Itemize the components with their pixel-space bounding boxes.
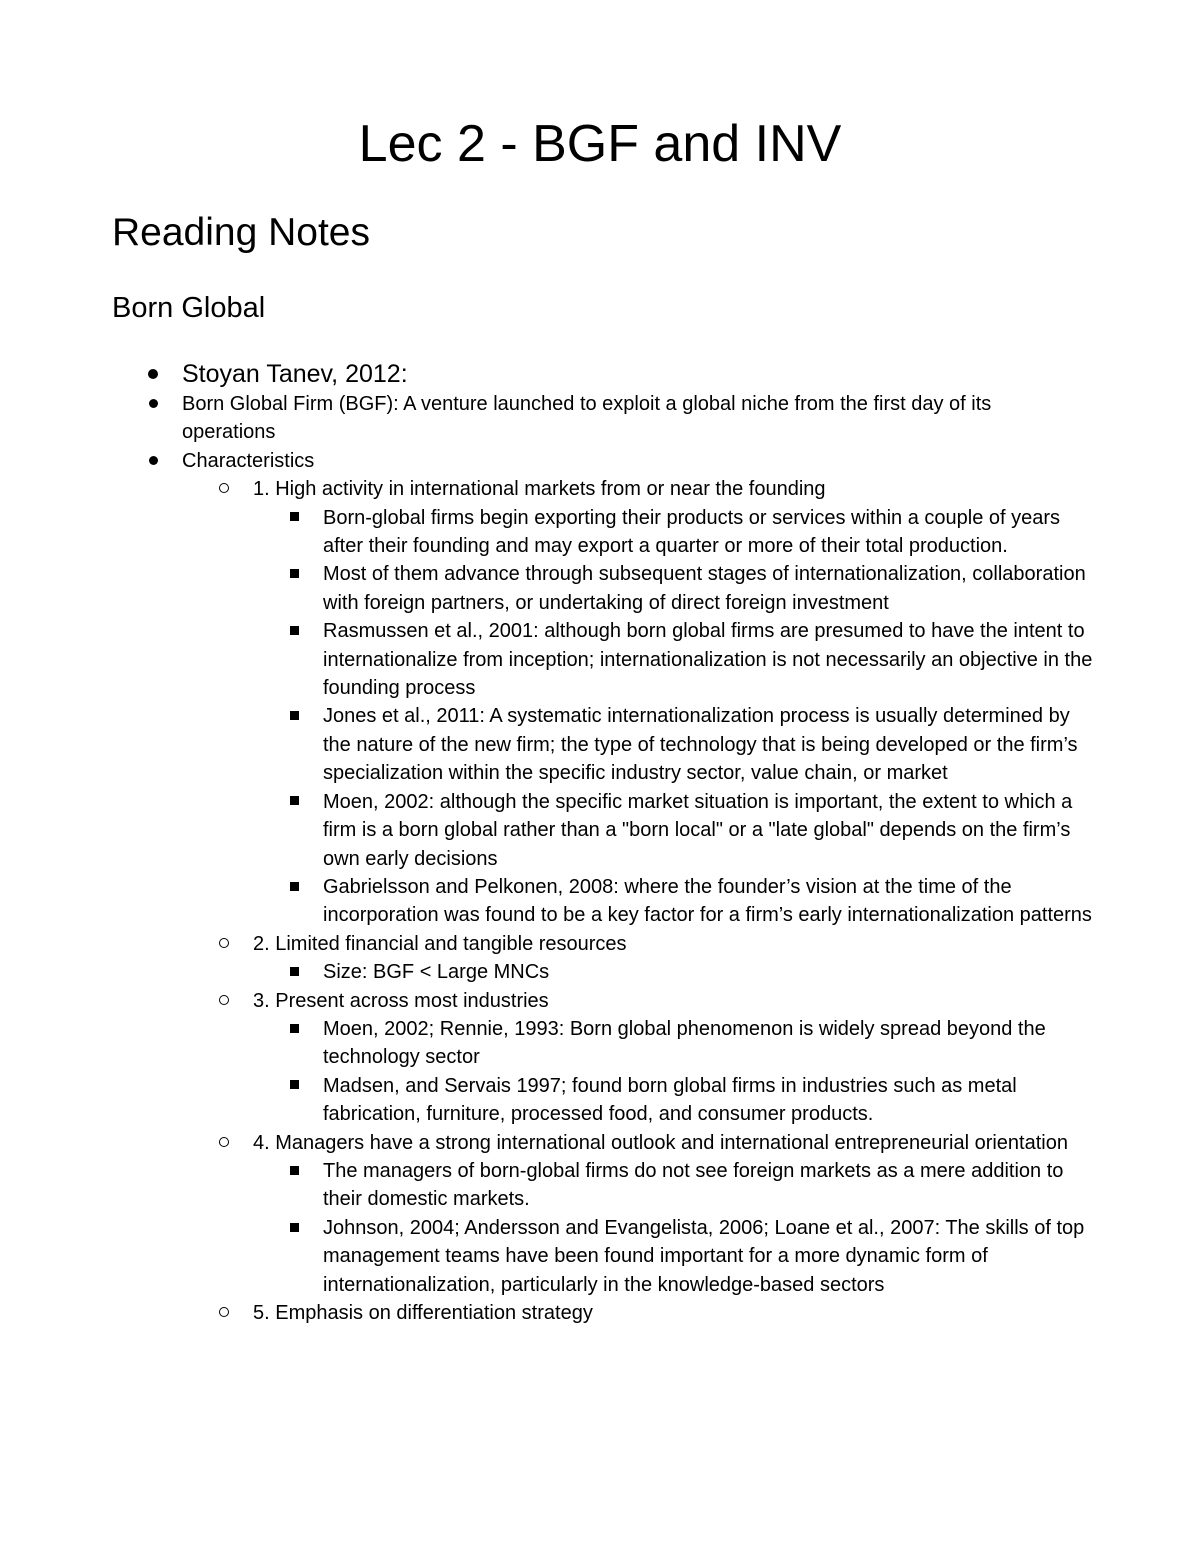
list-item: [0, 447, 1082, 475]
bullet-circle-icon: [214, 987, 234, 1015]
bullet-circle-icon: [214, 1129, 234, 1157]
list-item-text: 2. Limited financial and tangible resources: [253, 932, 627, 955]
list-item-text: Jones et al., 2011: A systematic internationalization process is usually determined by the nature of the new firm; the type of technology that is being developed or the firm’s specialization within the specific industry sector, value chain, or market: [323, 705, 1078, 785]
list-item-text: 3. Present across most industries: [253, 989, 549, 1012]
bullet-disc-icon: [143, 390, 163, 418]
bullet-square-icon: [284, 1015, 304, 1043]
list-item-text: Madsen, and Servais 1997; found born global firms in industries such as metal fabrication, furniture, processed food, and consumer products.: [323, 1074, 1017, 1126]
list-item: [0, 475, 1083, 503]
list-item-text: Size: BGF < Large MNCs: [323, 961, 550, 984]
list-item: [0, 1072, 1093, 1129]
list-item-text: The managers of born-global firms do not see foreign markets as a mere addition to their domestic markets.: [323, 1159, 1064, 1211]
list-item-text: Born-global firms begin exporting their products or services within a couple of years after their founding and may export a quarter or more of their total production.: [323, 506, 1061, 558]
list-item-text: 5. Emphasis on differentiation strategy: [253, 1302, 593, 1324]
list-item: [0, 560, 1093, 617]
bullet-disc-icon: [143, 358, 163, 390]
list-item-text: Rasmussen et al., 2001: although born global firms are presumed to have the intent to internationalize from inception; internationalization is not necessarily an objective in the founding process: [323, 620, 1093, 700]
bullet-circle-icon: [214, 930, 234, 958]
bullet-square-icon: [284, 873, 304, 901]
bullet-square-icon: [284, 560, 304, 588]
list-item-text: Stoyan Tanev, 2012:: [182, 360, 408, 388]
list-item: [0, 1015, 1093, 1072]
list-item: [0, 873, 1093, 930]
list-item: [0, 1214, 1093, 1299]
list-item: [0, 930, 1083, 958]
list-item-text: Johnson, 2004; Andersson and Evangelista, 2006; Loane et al., 2007: The skills of top management teams have been found important for a more dynamic form of internationalization, particularly in the knowledge-based sectors: [323, 1216, 1085, 1296]
list-item-text: 1. High activity in international markets from or near the founding: [253, 478, 826, 501]
bullet-square-icon: [284, 788, 304, 816]
list-item: [0, 1129, 1083, 1157]
bullet-disc-icon: [143, 447, 163, 475]
bullet-square-icon: [284, 617, 304, 645]
list-item: [0, 390, 1082, 447]
bullet-square-icon: [284, 1157, 304, 1185]
bullet-square-icon: [284, 504, 304, 532]
list-item-text: Born Global Firm (BGF): A venture launched to exploit a global niche from the first day of its operations: [182, 393, 992, 444]
document-title: Lec 2 - BGF and INV: [358, 115, 842, 173]
bullet-square-icon: [284, 702, 304, 730]
bullet-square-icon: [284, 1214, 304, 1242]
bullet-circle-icon: [214, 1299, 234, 1327]
list-item-text: Moen, 2002; Rennie, 1993: Born global phenomenon is widely spread beyond the technology sector: [323, 1017, 1046, 1069]
bullet-square-icon: [284, 1072, 304, 1100]
list-item-text: Characteristics: [182, 449, 315, 472]
list-item: [0, 358, 1082, 390]
bullet-square-icon: [284, 958, 304, 986]
list-item-text: Gabrielsson and Pelkonen, 2008: where the founder’s vision at the time of the incorporation was found to be a key factor for a firm’s early internationalization patterns: [323, 875, 1092, 927]
list-item: [0, 504, 1093, 561]
heading-reading-notes: Reading Notes: [112, 211, 370, 254]
list-item: [0, 702, 1093, 787]
notes-list: [0, 358, 1200, 1327]
bullet-circle-icon: [214, 475, 234, 503]
heading-born-global: Born Global: [112, 292, 266, 324]
list-item: [0, 788, 1093, 873]
list-item: [0, 1157, 1093, 1214]
list-item: [0, 1299, 1083, 1327]
list-item: [0, 987, 1083, 1015]
list-item: [0, 617, 1093, 702]
list-item: [0, 958, 1093, 986]
list-item-text: Most of them advance through subsequent stages of internationalization, collaboration with foreign partners, or undertaking of direct foreign investment: [323, 563, 1086, 614]
list-item-text: 4. Managers have a strong international outlook and international entrepreneurial orientation: [253, 1131, 1068, 1154]
list-item-text: Moen, 2002: although the specific market situation is important, the extent to which a firm is a born global rather than a "born local" or a "late global" depends on the firm’s own early decisions: [323, 790, 1073, 870]
